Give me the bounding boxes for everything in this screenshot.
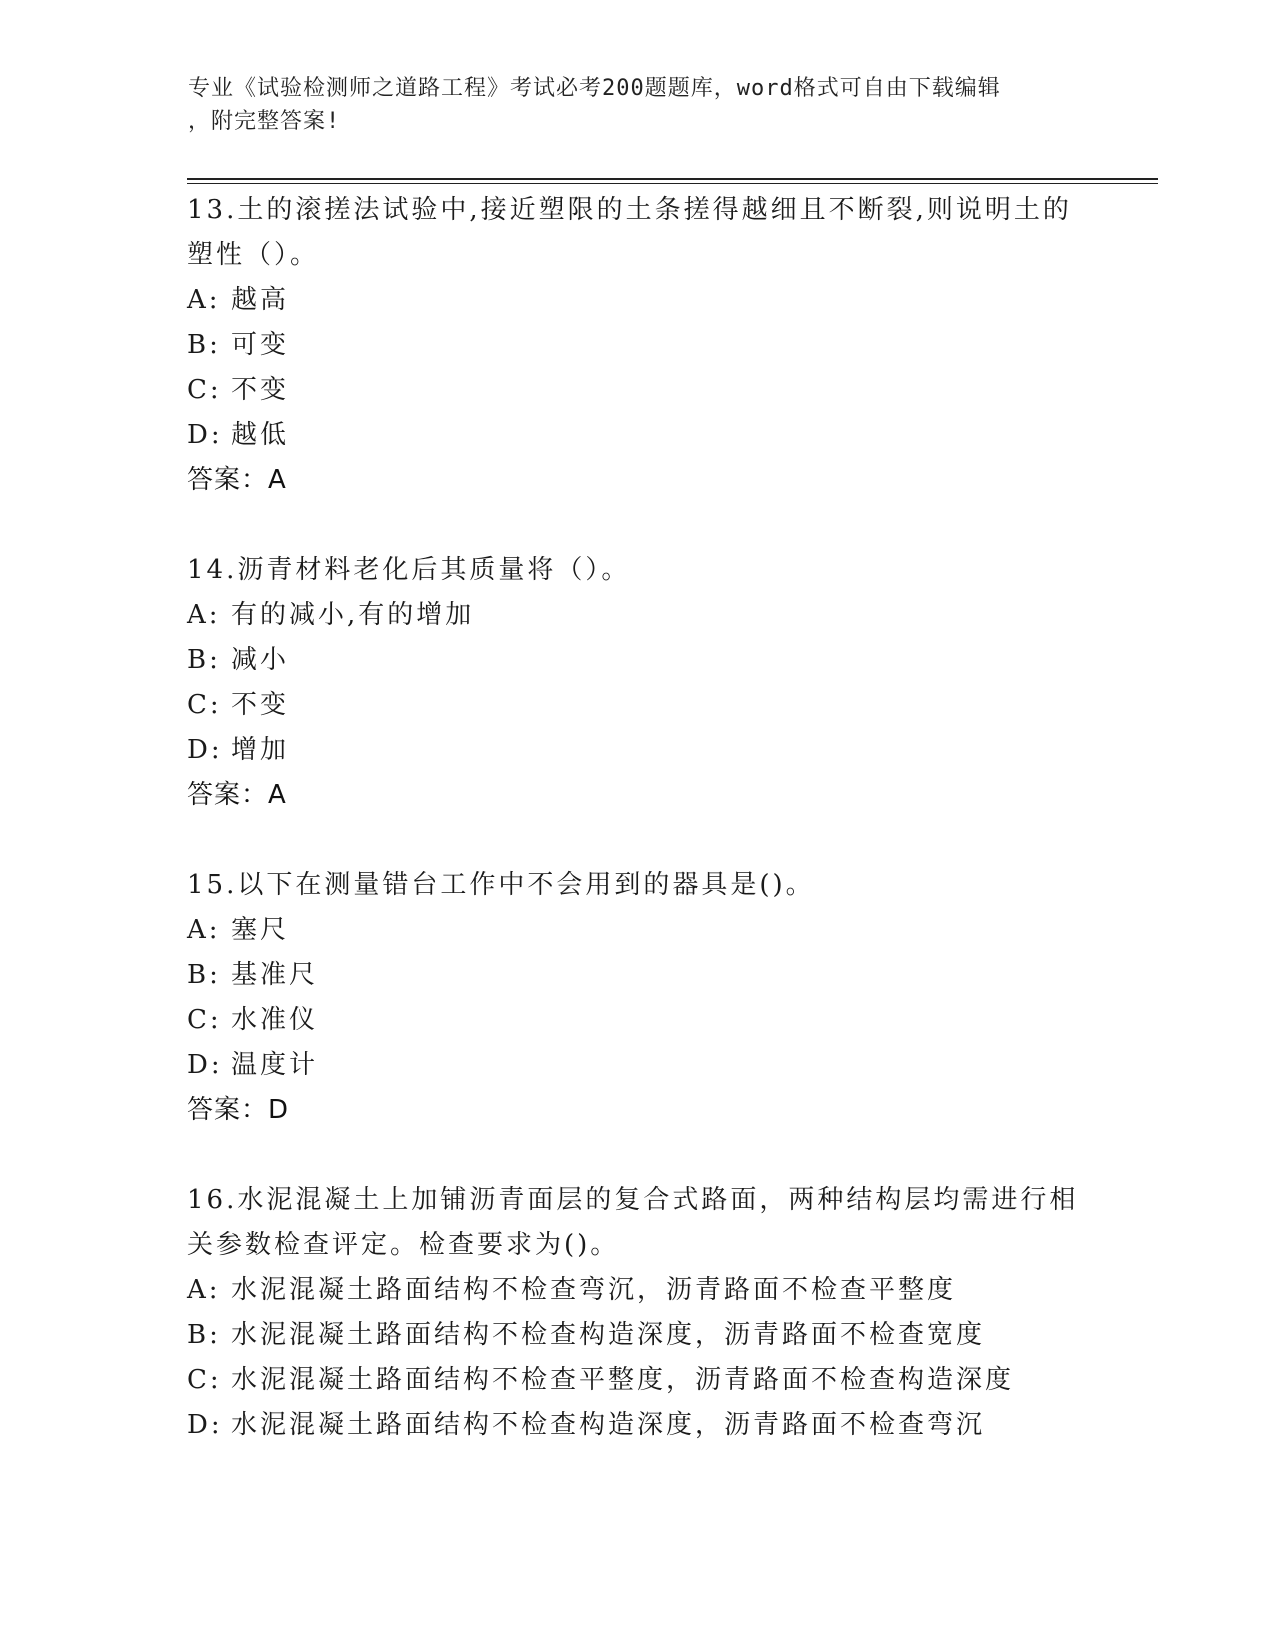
option-letter: B: xyxy=(187,1320,221,1350)
option-letter: C: xyxy=(187,1365,222,1395)
question-14 xyxy=(187,548,1087,818)
answer-line: 答案：A xyxy=(187,465,287,495)
question-13 xyxy=(187,188,1087,503)
question-list xyxy=(187,188,1087,1493)
option-text: 水泥混凝土路面结构不检查平整度，沥青路面不检查构造深度 xyxy=(231,1365,1015,1395)
question-15 xyxy=(187,863,1087,1133)
option-c xyxy=(187,683,1087,728)
option-text: 增加 xyxy=(231,735,290,765)
option-letter: C: xyxy=(187,1005,222,1035)
option-letter: A: xyxy=(187,1275,221,1305)
question-16 xyxy=(187,1178,1087,1448)
option-letter: D: xyxy=(187,735,223,765)
option-letter: A: xyxy=(187,285,221,315)
option-text: 塞尺 xyxy=(231,915,290,945)
option-text: 水泥混凝土路面结构不检查弯沉，沥青路面不检查平整度 xyxy=(231,1275,957,1305)
option-b xyxy=(187,323,1087,368)
header-title-line-2: ，附完整答案! xyxy=(188,109,341,134)
option-text: 基准尺 xyxy=(231,960,319,990)
option-d xyxy=(187,1403,1087,1448)
option-letter: B: xyxy=(187,960,221,990)
option-d xyxy=(187,1043,1087,1088)
answer-line: 答案：A xyxy=(187,780,287,810)
option-letter: D: xyxy=(187,1050,223,1080)
option-c xyxy=(187,998,1087,1043)
question-stem: 16.水泥混凝土上加铺沥青面层的复合式路面，两种结构层均需进行相关参数检查评定。检查要求为()。 xyxy=(187,1185,1079,1260)
option-a xyxy=(187,908,1087,953)
option-a xyxy=(187,278,1087,323)
header-divider-thick xyxy=(187,178,1158,180)
question-stem: 14.沥青材料老化后其质量将（）。 xyxy=(187,555,631,585)
question-stem: 13.土的滚搓法试验中,接近塑限的土条搓得越细且不断裂,则说明土的塑性（）。 xyxy=(187,195,1072,270)
header-title-line-1: 专业《试验检测师之道路工程》考试必考200题题库，word格式可自由下载编辑 xyxy=(188,76,1001,101)
option-text: 水泥混凝土路面结构不检查构造深度，沥青路面不检查弯沉 xyxy=(231,1410,986,1440)
option-text: 温度计 xyxy=(231,1050,319,1080)
option-a xyxy=(187,1268,1087,1313)
option-text: 水泥混凝土路面结构不检查构造深度，沥青路面不检查宽度 xyxy=(231,1320,986,1350)
option-b xyxy=(187,1313,1087,1358)
option-d xyxy=(187,413,1087,458)
option-letter: A: xyxy=(187,600,221,630)
option-c xyxy=(187,368,1087,413)
option-letter: C: xyxy=(187,690,222,720)
option-text: 有的减小,有的增加 xyxy=(231,600,475,630)
option-letter: B: xyxy=(187,330,221,360)
option-c xyxy=(187,1358,1087,1403)
option-text: 不变 xyxy=(231,375,290,405)
header-divider-thin xyxy=(187,183,1158,184)
option-a xyxy=(187,593,1087,638)
document-header xyxy=(188,72,1068,138)
option-letter: C: xyxy=(187,375,222,405)
option-text: 不变 xyxy=(231,690,290,720)
option-b xyxy=(187,638,1087,683)
option-letter: D: xyxy=(187,420,223,450)
option-letter: D: xyxy=(187,1410,223,1440)
option-b xyxy=(187,953,1087,998)
option-text: 减小 xyxy=(231,645,290,675)
option-text: 水准仪 xyxy=(231,1005,319,1035)
question-stem: 15.以下在测量错台工作中不会用到的器具是()。 xyxy=(187,870,815,900)
option-text: 可变 xyxy=(231,330,290,360)
answer-line: 答案：D xyxy=(187,1095,290,1125)
option-d xyxy=(187,728,1087,773)
option-text: 越低 xyxy=(231,420,290,450)
option-letter: B: xyxy=(187,645,221,675)
option-letter: A: xyxy=(187,915,221,945)
option-text: 越高 xyxy=(231,285,290,315)
